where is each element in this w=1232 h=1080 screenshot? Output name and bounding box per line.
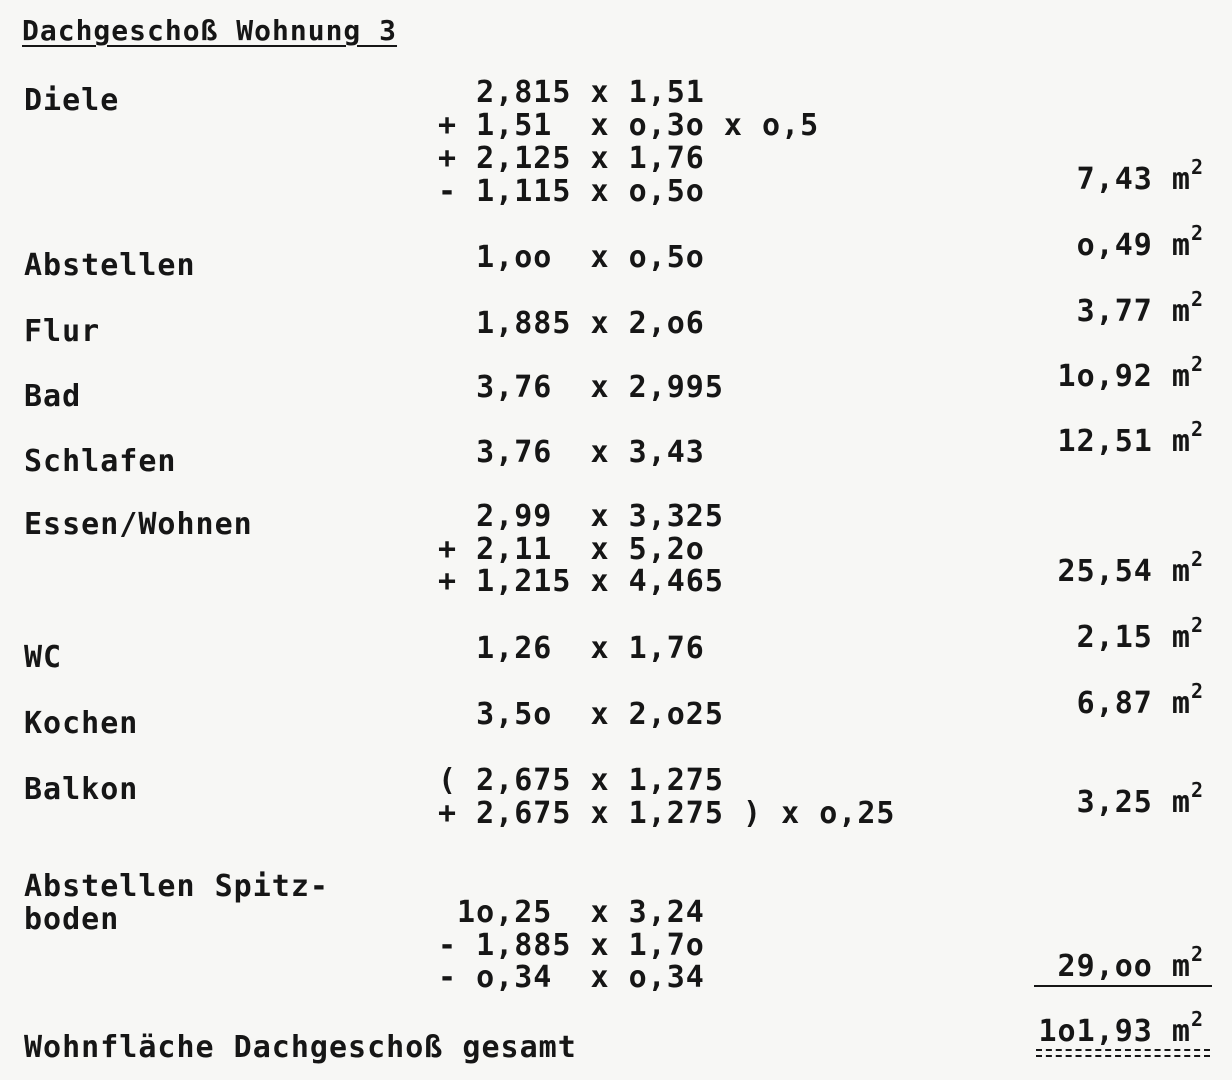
- calc-line: 1,oo x o,5o: [438, 240, 705, 275]
- room-label-essen-wohnen: Essen/Wohnen: [24, 507, 253, 542]
- room-label-balkon: Balkon: [24, 772, 139, 807]
- room-label-abstellen: Abstellen: [24, 248, 196, 283]
- room-area: 3,77 $m^2$: [1076, 287, 1204, 329]
- calc-line: 2,99 x 3,325: [438, 499, 724, 534]
- room-label-schlafen: Schlafen: [24, 444, 177, 479]
- total-double-underline: [1036, 1055, 1210, 1057]
- room-label-diele: Diele: [24, 83, 120, 118]
- calc-line: 2,815 x 1,51: [438, 75, 705, 110]
- total-label: Wohnfläche Dachgeschoß gesamt: [24, 1030, 577, 1065]
- calc-line: 3,76 x 3,43: [438, 435, 705, 470]
- total-double-underline: [1036, 1049, 1210, 1051]
- room-area: 6,87 $m^2$: [1076, 679, 1204, 721]
- calc-line: 1o,25 x 3,24: [438, 895, 705, 930]
- room-area: 2,15 $m^2$: [1076, 613, 1204, 655]
- room-area: 3,25 $m^2$: [1076, 778, 1204, 820]
- calc-line: 3,76 x 2,995: [438, 370, 724, 405]
- room-area: 12,51 $m^2$: [1057, 417, 1204, 459]
- room-label-flur: Flur: [24, 314, 101, 349]
- total-area: 1o1,93 $m^2$: [1038, 1007, 1204, 1049]
- calc-line: + 2,11 x 5,2o: [438, 532, 705, 567]
- calc-line: - 1,115 x o,5o: [438, 174, 705, 209]
- sum-rule: [1034, 985, 1212, 987]
- room-label-abstellen-spitzboden: Abstellen Spitz-: [24, 869, 329, 904]
- room-area: 25,54 $m^2$: [1057, 547, 1204, 589]
- calc-line: + 1,51 x o,3o x o,5: [438, 108, 820, 143]
- calc-line: + 2,675 x 1,275 ) x o,25: [438, 796, 896, 831]
- calc-line: - 1,885 x 1,7o: [438, 928, 705, 963]
- room-label-bad: Bad: [24, 379, 82, 414]
- room-area: o,49 $m^2$: [1076, 221, 1204, 263]
- calc-line: ( 2,675 x 1,275: [438, 763, 724, 798]
- calc-line: 1,885 x 2,o6: [438, 306, 705, 341]
- room-label-kochen: Kochen: [24, 706, 139, 741]
- room-area: 1o,92 $m^2$: [1057, 352, 1204, 394]
- calc-line: 1,26 x 1,76: [438, 631, 705, 666]
- room-label-wc: WC: [24, 640, 63, 675]
- calc-line: 3,5o x 2,o25: [438, 697, 724, 732]
- room-area: 29,oo $m^2$: [1057, 942, 1204, 984]
- calc-line: - o,34 x o,34: [438, 960, 705, 995]
- room-label-abstellen-spitzboden-cont: boden: [24, 902, 120, 937]
- room-area: 7,43 $m^2$: [1076, 155, 1204, 197]
- calc-line: + 2,125 x 1,76: [438, 141, 705, 176]
- calc-line: + 1,215 x 4,465: [438, 564, 724, 599]
- document-title: Dachgeschoß Wohnung 3: [22, 14, 398, 47]
